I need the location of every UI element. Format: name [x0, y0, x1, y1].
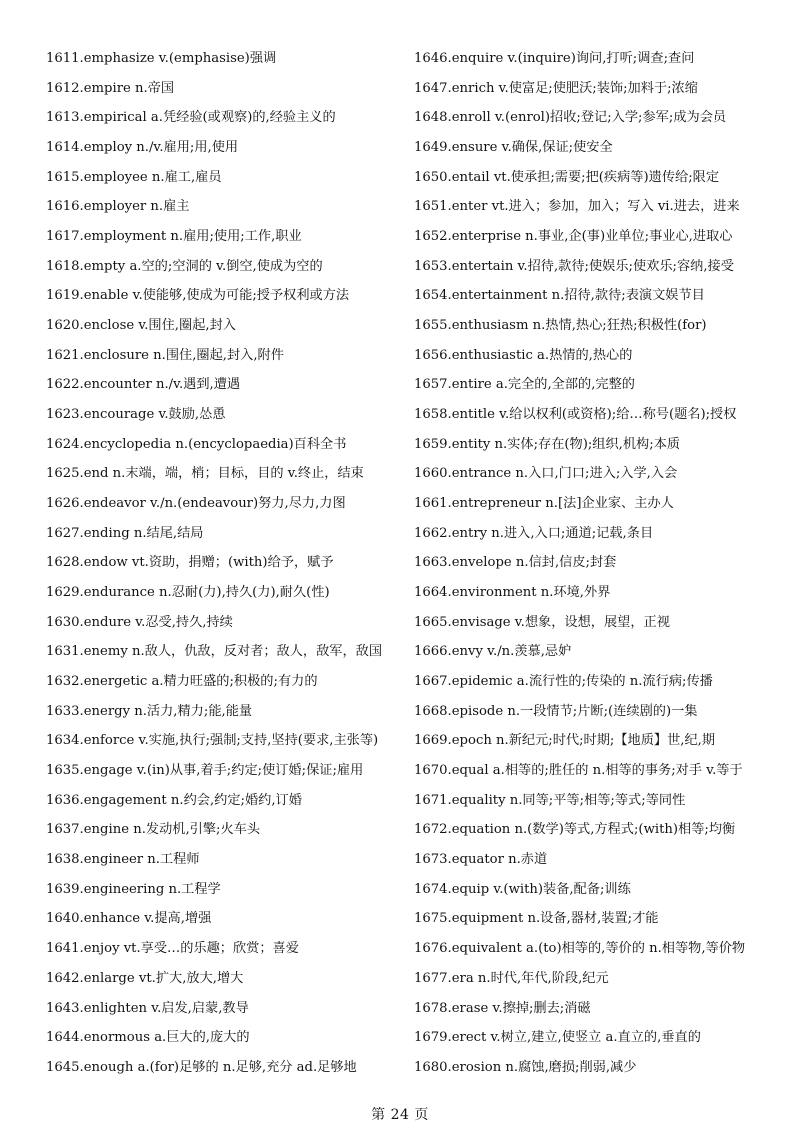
vocab-entry: 1618.empty a.空的;空洞的 v.倒空,使成为空的 — [46, 258, 323, 274]
vocab-entry: 1630.endure v.忍受,持久,持续 — [46, 614, 233, 630]
vocab-entry: 1614.employ n./v.雇用;用,使用 — [46, 140, 239, 156]
vocab-entry: 1652.enterprise n.事业,企(事)业单位;事业心,进取心 — [414, 229, 733, 245]
vocab-entry: 1629.endurance n.忍耐(力),持久(力),耐久(性) — [46, 585, 330, 601]
vocab-entry: 1674.equip v.(with)装备,配备;训练 — [414, 881, 631, 897]
vocab-entry: 1654.entertainment n.招待,款待;表演文娱节目 — [414, 288, 705, 304]
vocab-entry: 1675.equipment n.设备,器材,装置;才能 — [414, 911, 659, 927]
vocab-entry: 1619.enable v.使能够,使成为可能;授予权利或方法 — [46, 288, 350, 304]
vocab-entry: 1633.energy n.活力,精力;能,能量 — [46, 703, 253, 719]
vocab-entry: 1637.engine n.发动机,引擎;火车头 — [46, 822, 261, 838]
vocab-entry: 1640.enhance v.提高,增强 — [46, 911, 212, 927]
vocab-entry: 1612.empire n.帝国 — [46, 80, 175, 96]
vocab-entry: 1679.erect v.树立,建立,使竖立 a.直立的,垂直的 — [414, 1030, 701, 1046]
vocab-entry: 1642.enlarge vt.扩大,放大,增大 — [46, 970, 244, 986]
vocab-entry: 1627.ending n.结尾,结局 — [46, 525, 204, 541]
vocab-entry: 1621.enclosure n.围住,圈起,封入,附件 — [46, 347, 284, 363]
vocab-entry: 1670.equal a.相等的;胜任的 n.相等的事务;对手 v.等于 — [414, 763, 743, 779]
vocab-entry: 1616.employer n.雇主 — [46, 199, 190, 215]
vocab-entry: 1661.entrepreneur n.[法]企业家、主办人 — [414, 496, 674, 512]
vocab-entry: 1657.entire a.完全的,全部的,完整的 — [414, 377, 635, 393]
vocab-entry: 1648.enroll v.(enrol)招收;登记;入学;参军;成为会员 — [414, 110, 727, 126]
vocab-entry: 1646.enquire v.(inquire)询问,打听;调查;查问 — [414, 51, 695, 66]
vocab-entry: 1668.episode n.一段情节;片断;(连续剧的)一集 — [414, 703, 698, 719]
vocab-entry: 1636.engagement n.约会,约定;婚约,订婚 — [46, 792, 302, 808]
vocab-entry: 1664.environment n.环境,外界 — [414, 585, 611, 601]
vocab-entry: 1677.era n.时代,年代,阶段,纪元 — [414, 970, 609, 986]
vocab-entry: 1635.engage v.(in)从事,着手;约定;使订婚;保证;雇用 — [46, 763, 364, 779]
left-column — [46, 44, 406, 1083]
vocab-entry: 1653.entertain v.招待,款待;使娱乐;使欢乐;容纳,接受 — [414, 258, 734, 274]
vocab-entry: 1624.encyclopedia n.(encyclopaedia)百科全书 — [46, 436, 347, 452]
vocab-entry: 1656.enthusiastic a.热情的,热心的 — [414, 347, 633, 363]
vocab-entry: 1623.encourage v.鼓励,怂恿 — [46, 407, 226, 423]
vocab-entry: 1669.epoch n.新纪元;时代;时期;【地质】世,纪,期 — [414, 733, 716, 749]
vocab-entry: 1678.erase v.擦掉;删去;消磁 — [414, 1000, 591, 1016]
vocab-entry: 1643.enlighten v.启发,启蒙,教导 — [46, 1000, 249, 1016]
vocab-entry: 1622.encounter n./v.遇到,遭遇 — [46, 377, 241, 393]
page-number: 第 24 页 — [371, 1107, 429, 1123]
vocab-entry: 1628.endow vt.资助，捐赠；(with)给予，赋予 — [46, 555, 334, 571]
vocab-entry: 1647.enrich v.使富足;使肥沃;装饰;加料于;浓缩 — [414, 80, 698, 96]
vocab-entry: 1638.engineer n.工程师 — [46, 852, 200, 868]
vocab-entry: 1611.emphasize v.(emphasise)强调 — [46, 51, 277, 66]
vocab-entry: 1644.enormous a.巨大的,庞大的 — [46, 1030, 250, 1046]
vocab-entry: 1666.envy v./n.羡慕,忌妒 — [414, 644, 572, 660]
vocab-entry: 1673.equator n.赤道 — [414, 852, 548, 868]
vocab-entry: 1632.energetic a.精力旺盛的;积极的;有力的 — [46, 674, 318, 690]
vocab-entry: 1667.epidemic a.流行性的;传染的 n.流行病;传播 — [414, 674, 713, 690]
vocab-entry: 1626.endeavor v./n.(endeavour)努力,尽力,力图 — [46, 496, 346, 512]
vocab-entry: 1631.enemy n.敌人，仇敌，反对者；敌人，敌军，敌国 — [46, 644, 383, 660]
vocab-entry: 1620.enclose v.围住,圈起,封入 — [46, 318, 236, 334]
vocab-entry: 1662.entry n.进入,入口;通道;记载,条目 — [414, 525, 654, 541]
vocab-entry: 1651.enter vt.进入；参加，加入；写入 vi.进去，进来 — [414, 199, 740, 215]
vocab-entry: 1660.entrance n.入口,门口;进入;入学,入会 — [414, 466, 678, 482]
right-column — [414, 44, 764, 1083]
vocab-entry: 1672.equation n.(数学)等式,方程式;(with)相等;均衡 — [414, 822, 736, 838]
vocab-entry: 1645.enough a.(for)足够的 n.足够,充分 ad.足够地 — [46, 1059, 357, 1075]
vocab-entry: 1676.equivalent a.(to)相等的,等价的 n.相等物,等价物 — [414, 941, 746, 957]
vocab-entry: 1625.end n.末端，端，梢；目标，目的 v.终止，结束 — [46, 466, 364, 482]
vocab-entry: 1634.enforce v.实施,执行;强制;支持,坚持(要求,主张等) — [46, 733, 379, 749]
vocab-entry: 1613.empirical a.凭经验(或观察)的,经验主义的 — [46, 110, 336, 126]
vocab-entry: 1650.entail vt.使承担;需要;把(疾病等)遗传给;限定 — [414, 169, 720, 185]
vocab-entry: 1658.entitle v.给以权利(或资格);给…称号(题名);授权 — [414, 407, 737, 423]
vocab-entry: 1639.engineering n.工程学 — [46, 881, 221, 897]
vocab-entry: 1659.entity n.实体;存在(物);组织,机构;本质 — [414, 436, 681, 452]
vocab-entry: 1663.envelope n.信封,信皮;封套 — [414, 555, 617, 571]
vocab-entry: 1665.envisage v.想象，设想，展望，正视 — [414, 614, 670, 630]
vocab-entry: 1649.ensure v.确保,保证;使安全 — [414, 140, 613, 156]
vocab-entry: 1680.erosion n.腐蚀,磨损;削弱,减少 — [414, 1059, 637, 1075]
vocab-entry: 1615.employee n.雇工,雇员 — [46, 169, 222, 185]
vocab-entry: 1655.enthusiasm n.热情,热心;狂热;积极性(for) — [414, 318, 707, 334]
vocab-entry: 1617.employment n.雇用;使用;工作,职业 — [46, 229, 302, 245]
vocab-entry: 1671.equality n.同等;平等;相等;等式;等同性 — [414, 792, 686, 808]
vocab-entry: 1641.enjoy vt.享受…的乐趣；欣赏；喜爱 — [46, 941, 299, 957]
